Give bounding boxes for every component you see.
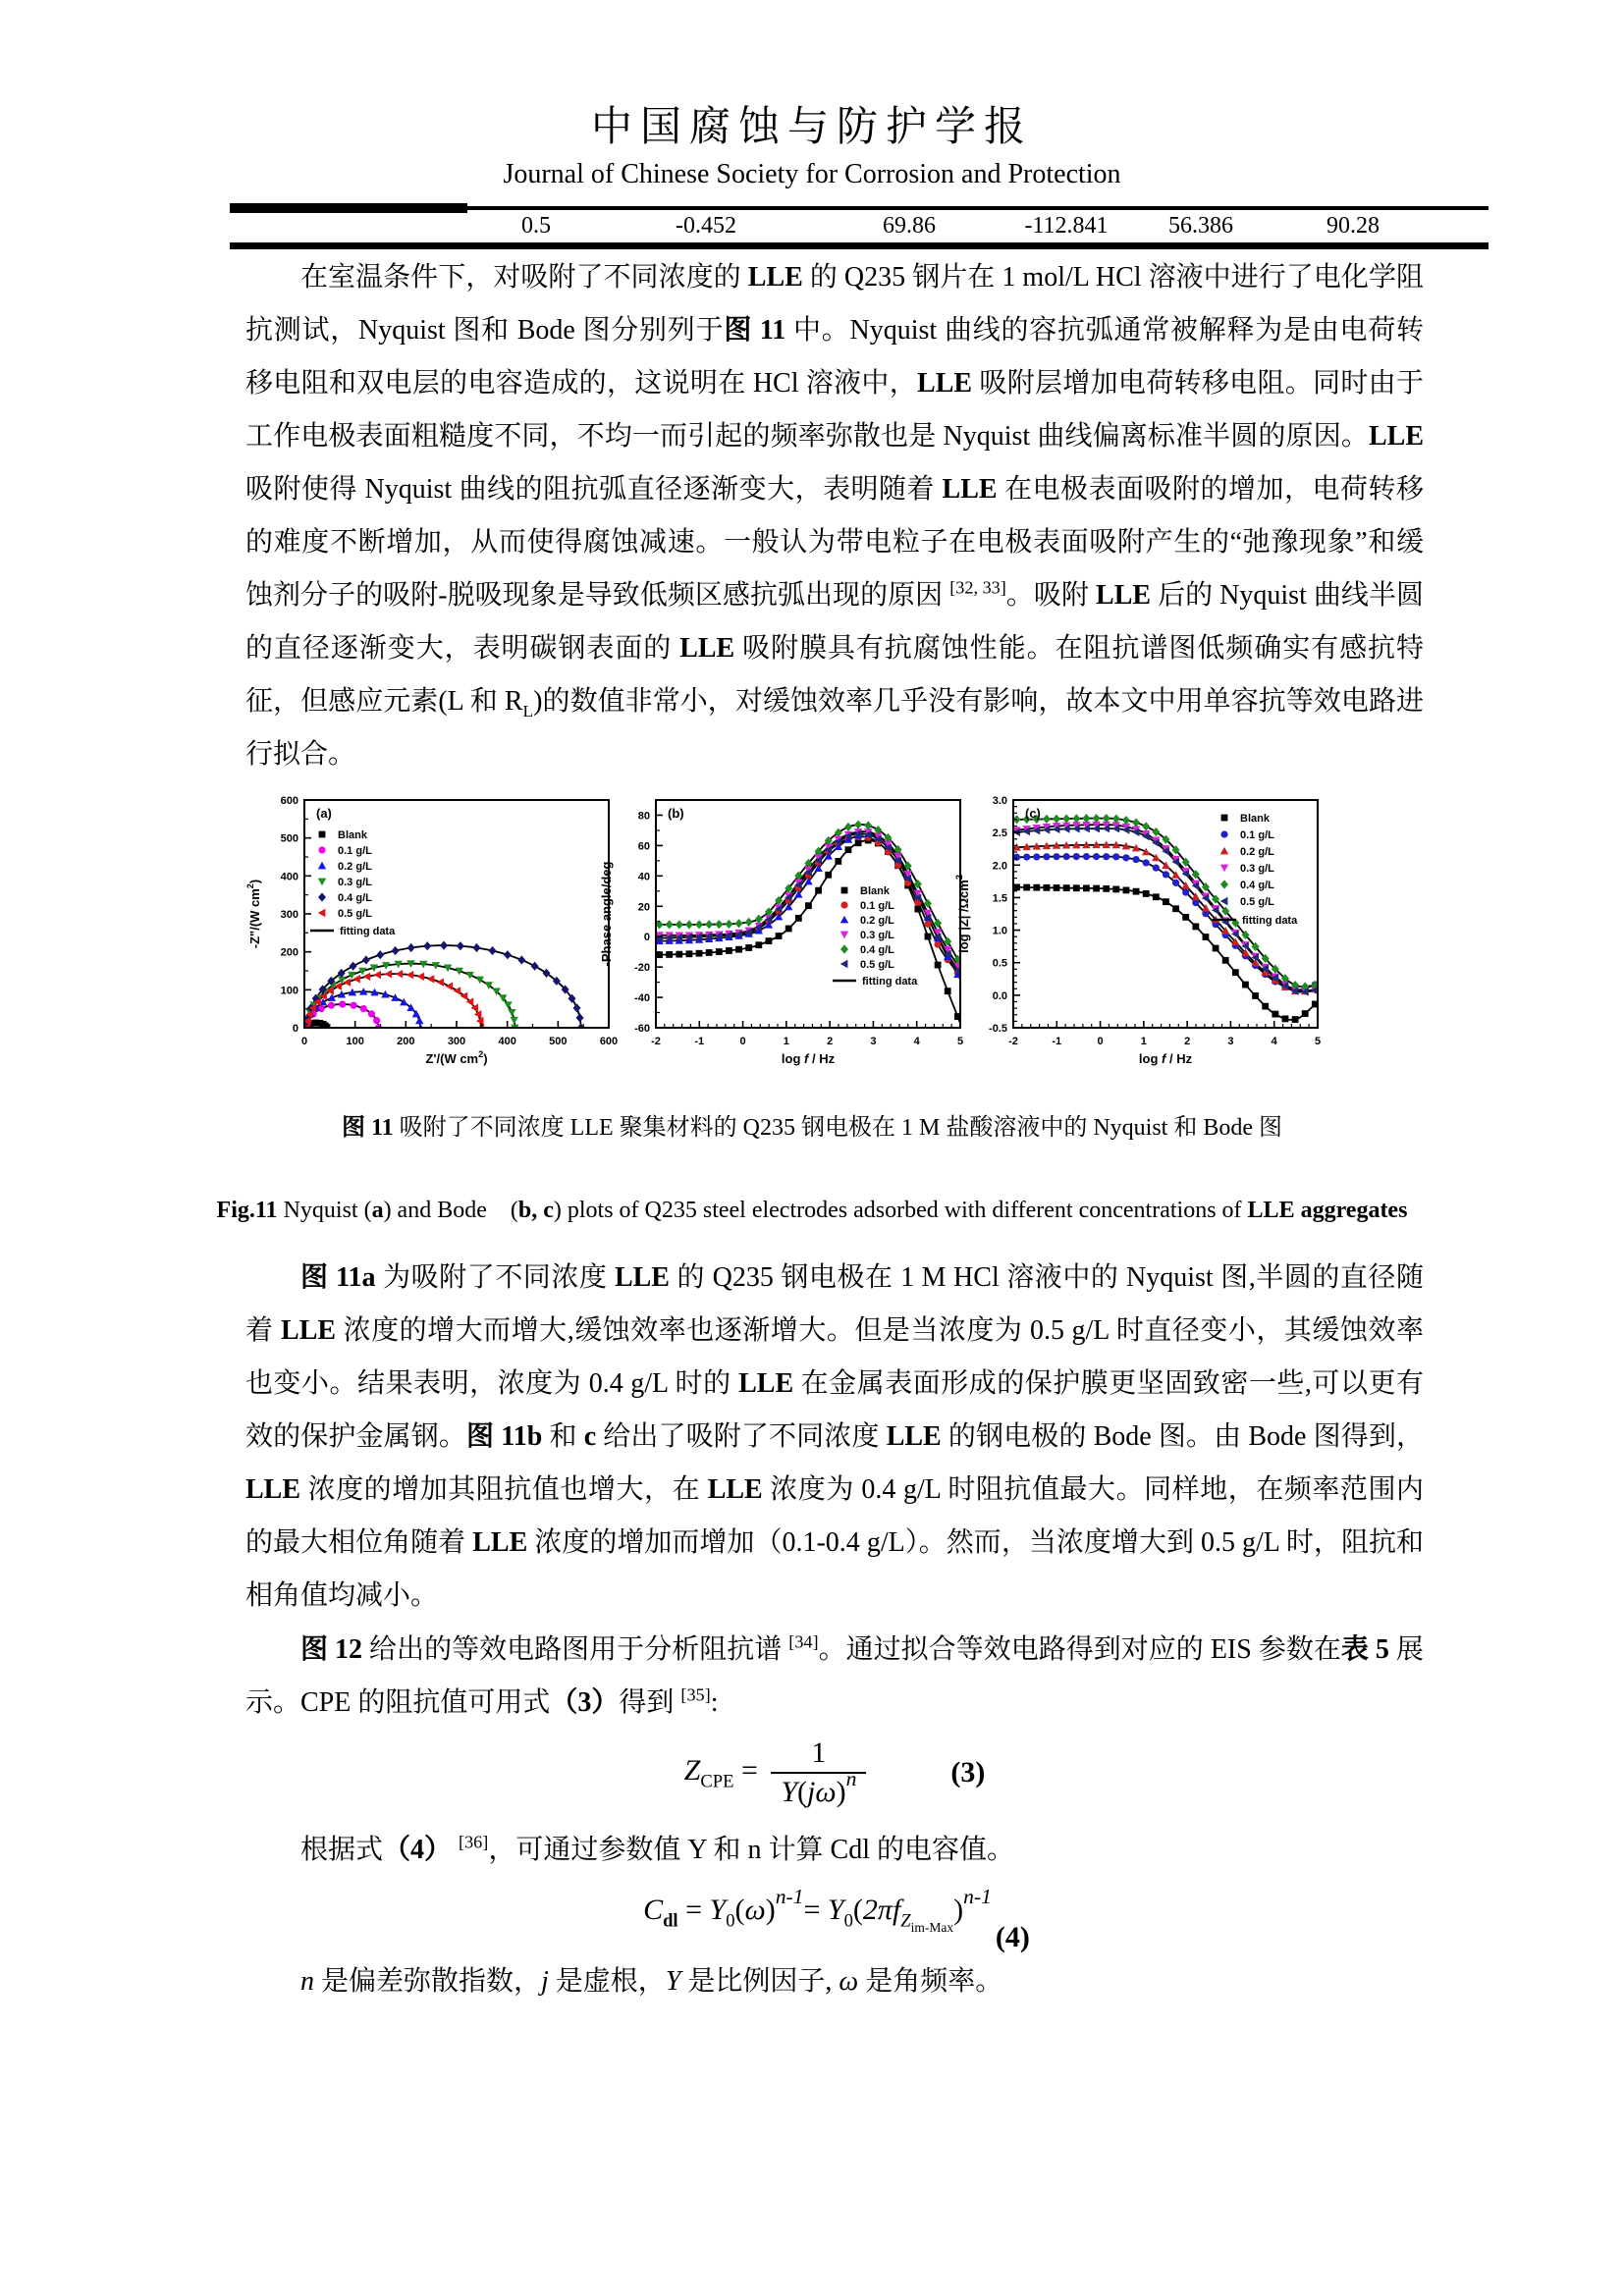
svg-text:0.1 g/L: 0.1 g/L — [1240, 829, 1274, 841]
svg-text:0.5 g/L: 0.5 g/L — [1240, 896, 1274, 908]
svg-text:400: 400 — [280, 871, 298, 883]
table-value: 90.28 — [1326, 213, 1380, 239]
svg-text:2.0: 2.0 — [992, 860, 1007, 873]
svg-text:2: 2 — [827, 1036, 834, 1047]
equation-4: $C_{dl} = Y_0(\omega)^{n-1}= Y_0(2\pi f_{Zim-Max})^{n-1}$ (4) — [643, 1884, 1030, 1953]
svg-text:100: 100 — [346, 1036, 364, 1047]
svg-text:Z'/(W cm2): Z'/(W $cm^2$) — [425, 1049, 488, 1066]
svg-text:1.5: 1.5 — [992, 892, 1007, 905]
svg-text:0: 0 — [739, 1036, 746, 1047]
svg-text:0: 0 — [300, 1036, 308, 1047]
paragraph-4: 根据式（4） [36]，可通过参数值 Y 和 n 计算 Cdl 的电容值。 — [300, 1832, 1014, 1865]
svg-text:1: 1 — [1140, 1036, 1147, 1047]
nyquist-chart-a — [244, 780, 636, 1075]
svg-text:0.2 g/L: 0.2 g/L — [860, 915, 894, 927]
table-value: 56.386 — [1168, 213, 1233, 239]
svg-text:-2: -2 — [651, 1036, 661, 1047]
svg-text:-1: -1 — [1052, 1036, 1062, 1047]
svg-text:Blank: Blank — [1240, 813, 1270, 825]
svg-text:400: 400 — [498, 1036, 516, 1047]
svg-text:log f / Hz: log f / Hz — [1138, 1051, 1193, 1066]
svg-text:2.5: 2.5 — [992, 828, 1007, 840]
equation-tag: (4) — [995, 1921, 1030, 1953]
svg-text:500: 500 — [549, 1036, 568, 1047]
svg-text:4: 4 — [1271, 1036, 1277, 1047]
chart-svg-b — [595, 780, 988, 1075]
svg-text:5: 5 — [956, 1036, 964, 1047]
figure-caption-cn: 图 11 吸附了不同浓度 LLE 聚集材料的 Q235 钢电极在 1 M 盐酸溶液中的 Nyquist 和 Bode 图 — [341, 1115, 1282, 1141]
svg-text:fitting data: fitting data — [340, 926, 396, 937]
svg-text:60: 60 — [637, 840, 650, 853]
paragraph-1: 在室温条件下，对吸附了不同浓度的 LLE 的 Q235 钢片在 1 mol/L HCl 溶液中进行了电化学阻抗测试，Nyquist 图和 Bode 图分别列于图 11 中。Nyquist 曲线的容抗弧通常被解释为是由电荷转移电阻和双电层的电容造成的，这说明在 HCl 溶液中，LLE 吸附层增加电荷转移电阻。同时由于工作电极表面粗糙度不同，不均一而引起的频率弥散也是 Nyquist 曲线偏离标准半圆的原因。LLE 吸附使得 Nyquist 曲线的阻抗弧直径逐渐变大，表明随着 LLE 在电极表面吸附的增加，电荷转移的难度不断增加，从而使得腐蚀减速。一般认为带电粒子在电极表面吸附产生的“弛豫现象”和缓蚀剂分子的吸附-脱吸现象是导致低频区感抗弧出现的原因 [32, 33]。吸附 LLE 后的 Nyquist 曲线半圆的直径逐渐变大，表明碳钢表面的 LLE 吸附膜具有抗腐蚀性能。在阻抗谱图低频确实有感抗特征，但感应元素(L 和 $R_L$)的数值非常小，对缓蚀效率几乎没有影响，故本文中用单容抗等效电路进行拟合。 — [245, 262, 1424, 770]
svg-text:100: 100 — [280, 985, 298, 997]
table-value: -112.841 — [1024, 213, 1109, 239]
bode-modulus-chart-c — [952, 780, 1345, 1075]
svg-text:80: 80 — [637, 810, 650, 823]
svg-text:(b): (b) — [668, 806, 684, 821]
svg-text:40: 40 — [637, 871, 650, 883]
chart-svg-c — [952, 780, 1345, 1075]
journal-title-en: Journal of Chinese Society for Corrosion and Protection — [503, 159, 1121, 189]
table-fragment — [230, 201, 1489, 252]
svg-text:(c): (c) — [1025, 806, 1041, 821]
chart-svg-a — [244, 780, 636, 1075]
svg-text:1: 1 — [783, 1036, 789, 1047]
svg-text:0: 0 — [1097, 1036, 1104, 1047]
svg-text:-Phase angle/deg: -Phase angle/deg — [599, 861, 614, 967]
svg-text:4: 4 — [913, 1036, 920, 1047]
svg-text:Blank: Blank — [338, 829, 367, 841]
svg-text:0: 0 — [643, 932, 650, 944]
svg-text:500: 500 — [280, 832, 298, 845]
svg-text:20: 20 — [637, 901, 650, 914]
svg-text:0.5 g/L: 0.5 g/L — [860, 959, 894, 971]
bode-phase-chart-b — [595, 780, 988, 1075]
svg-text:Blank: Blank — [860, 885, 890, 897]
table-black-bar — [230, 203, 467, 213]
svg-text:0: 0 — [292, 1023, 298, 1035]
svg-text:0.4 g/L: 0.4 g/L — [338, 892, 372, 904]
svg-text:-60: -60 — [634, 1023, 650, 1035]
svg-text:0.4 g/L: 0.4 g/L — [1240, 880, 1274, 891]
equation-3: $Z_{CPE}$ = $\frac{1}{Y(j\omega)^n}$ (3) — [683, 1736, 986, 1808]
svg-text:-1: -1 — [694, 1036, 705, 1047]
svg-text:0.0: 0.0 — [992, 989, 1007, 1002]
svg-text:-40: -40 — [634, 992, 650, 1005]
table-value: 69.86 — [883, 213, 936, 239]
table-value: 0.5 — [521, 213, 551, 239]
svg-text:0.2 g/L: 0.2 g/L — [1240, 846, 1274, 858]
svg-text:-Z"/(W cm2): -Z"/(W $cm^2$) — [245, 879, 262, 949]
svg-text:0.1 g/L: 0.1 g/L — [338, 845, 372, 857]
svg-text:300: 300 — [447, 1036, 466, 1047]
paragraph-5: n 是偏差弥散指数，j 是虚根，Y 是比例因子, ω 是角频率。 — [300, 1966, 1003, 1997]
svg-text:-20: -20 — [634, 962, 650, 975]
svg-text:1.0: 1.0 — [992, 925, 1007, 937]
svg-text:5: 5 — [1314, 1036, 1322, 1047]
figure-caption-en: Fig.11 Nyquist (a) and Bode (b, c) plots of Q235 steel electrodes adsorbed with different concentrations of LLE aggregates — [216, 1198, 1408, 1223]
svg-text:0.4 g/L: 0.4 g/L — [860, 944, 894, 956]
svg-text:fitting data: fitting data — [862, 976, 918, 988]
svg-text:0.5: 0.5 — [992, 957, 1007, 970]
svg-text:(a): (a) — [316, 806, 332, 821]
svg-text:2: 2 — [1184, 1036, 1191, 1047]
svg-text:log |Z| /Ωcm2: log |Z| /Ωcm$^2$ — [954, 875, 971, 953]
svg-text:log f / Hz: log f / Hz — [781, 1051, 836, 1066]
svg-text:0.3 g/L: 0.3 g/L — [338, 877, 372, 888]
svg-text:fitting data: fitting data — [1242, 915, 1298, 927]
svg-text:3: 3 — [1227, 1036, 1234, 1047]
svg-text:600: 600 — [280, 795, 298, 807]
svg-text:0.2 g/L: 0.2 g/L — [338, 861, 372, 873]
table-bottom-rule — [230, 242, 1489, 249]
svg-text:3.0: 3.0 — [992, 795, 1007, 807]
svg-text:200: 200 — [397, 1036, 415, 1047]
svg-text:0.5 g/L: 0.5 g/L — [338, 908, 372, 920]
paragraph-3: 图 12 给出的等效电路图用于分析阻抗谱 [34]。通过拟合等效电路得到对应的 EIS 参数在表 5 展示。CPE 的阻抗值可用式（3）得到 [35]: — [245, 1631, 1424, 1718]
svg-text:-0.5: -0.5 — [989, 1023, 1007, 1035]
paragraph-2: 图 11a 为吸附了不同浓度 LLE 的 Q235 钢电极在 1 M HCl 溶液中的 Nyquist 图,半圆的直径随着 LLE 浓度的增大而增大,缓蚀效率也逐渐增大。但是当浓度为 0.5 g/L 时直径变小，其缓蚀效率也变小。结果表明，浓度为 0.4 g/L 时的 LLE 在金属表面形成的保护膜更坚固致密一些,可以更有效的保护金属钢。图 11b 和 c 给出了吸附了不同浓度 LLE 的钢电极的 Bode 图。由 Bode 图得到，LLE 浓度的增加其阻抗值也增大，在 LLE 浓度为 0.4 g/L 时阻抗值最大。同样地，在频率范围内的最大相位角随着 LLE 浓度的增加而增加（0.1-0.4 g/L）。然而，当浓度增大到 0.5 g/L 时，阻抗和相角值均减小。 — [245, 1262, 1424, 1611]
journal-title-cn: 中国腐蚀与防护学报 — [590, 105, 1033, 150]
svg-text:-2: -2 — [1008, 1036, 1018, 1047]
svg-text:600: 600 — [599, 1036, 619, 1047]
table-value: -0.452 — [676, 213, 736, 239]
svg-text:0.3 g/L: 0.3 g/L — [860, 930, 894, 941]
svg-text:3: 3 — [870, 1036, 877, 1047]
table-top-rule — [465, 206, 1489, 210]
equation-tag: (3) — [950, 1756, 986, 1789]
svg-text:200: 200 — [280, 946, 298, 959]
svg-text:0.3 g/L: 0.3 g/L — [1240, 863, 1274, 875]
svg-text:300: 300 — [280, 909, 298, 921]
svg-text:0.1 g/L: 0.1 g/L — [860, 900, 894, 912]
